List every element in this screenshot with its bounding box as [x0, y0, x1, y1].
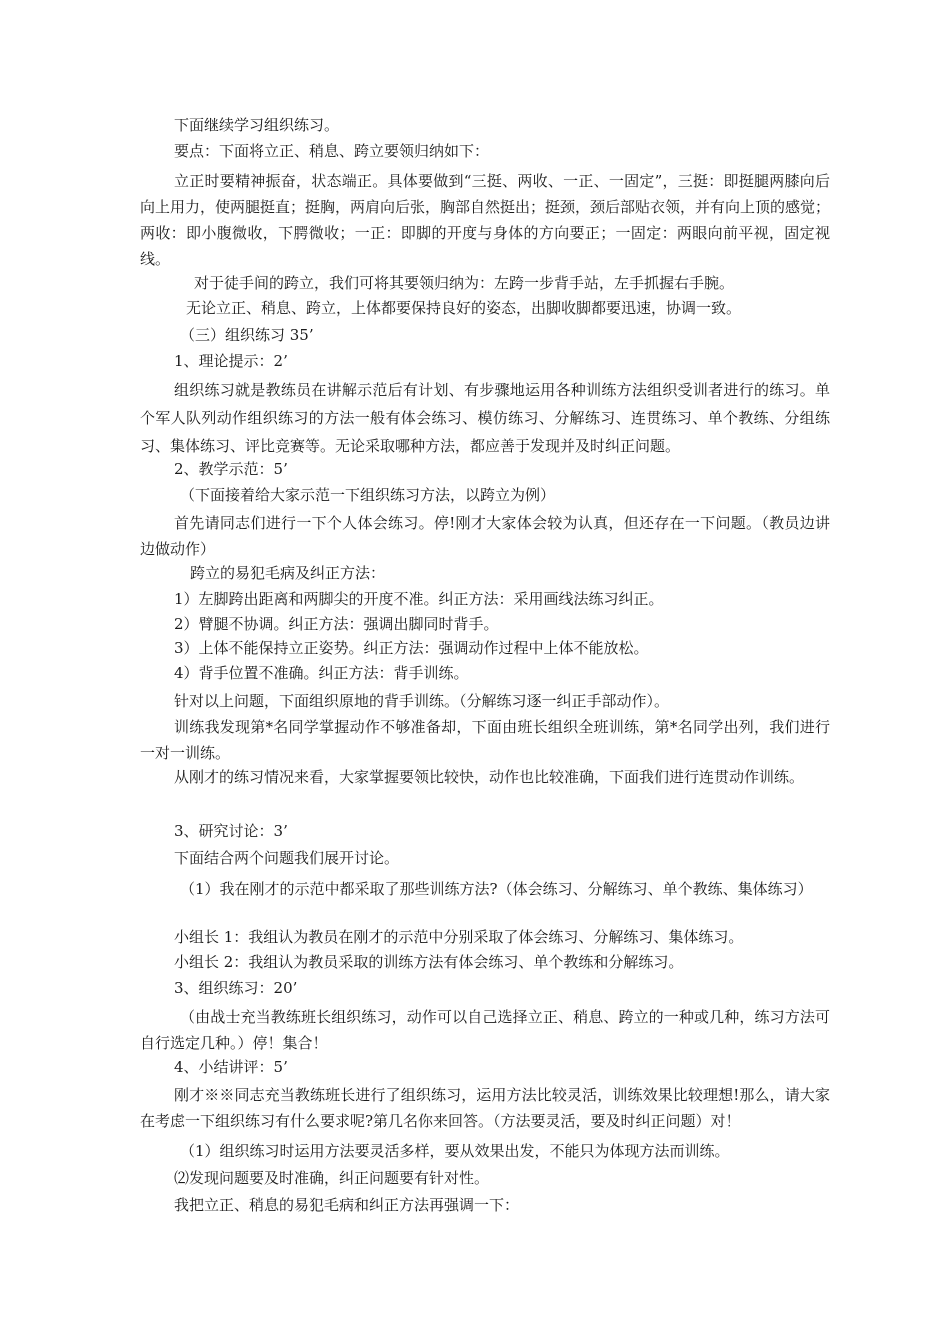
- subheading-summary: 4、小结讲评：5’: [174, 1058, 288, 1076]
- line-requirement-2: ⑵发现问题要及时准确，纠正问题要有针对性。: [174, 1169, 490, 1187]
- paragraph-question-1: （1）我在刚才的示范中都采取了那些训练方法?（体会练习、分解练习、单个教练、集体练习）: [180, 880, 813, 898]
- section-heading-3: （三）组织练习 35’: [180, 326, 314, 344]
- paragraph-theory: 组织练习就是教练员在讲解示范后有计划、有步骤地运用各种训练方法组织受训者进行的练习。单个军人队列动作组织练习的方法一般有体会练习、模仿练习、分解练习、连贯练习、单个教练、分组练习、集体练习、评比竞赛等。无论采取哪种方法，都应善于发现并及时纠正问题。: [140, 381, 830, 455]
- paragraph-summary: 刚才※※同志充当教练班长进行了组织练习，运用方法比较灵活，训练效果比较理想!那么，请大家在考虑一下组织练习有什么要求呢?第几名你来回答。（方法要灵活，要及时纠正问题）对！: [140, 1086, 830, 1130]
- subheading-organize: 3、组织练习：20’: [174, 979, 298, 997]
- line-posture: 无论立正、稍息、跨立，上体都要保持良好的姿态，出脚收脚都要迅速，协调一致。: [186, 299, 742, 317]
- line-parade-rest: 对于徒手间的跨立，我们可将其要领归纳为：左跨一步背手站，左手抓握右手腕。: [194, 274, 735, 292]
- paragraph-one-on-one: 训练我发现第*名同学掌握动作不够准备却，下面由班长组织全班训练，第*名同学出列，我们进行一对一训练。: [140, 718, 830, 762]
- paragraph-standing-at-attention: 立正时要精神振奋，状态端正。具体要做到“三挺、两收、一正、一固定”，三挺：即挺腿两膝向后向上用力，使两腿挺直；挺胸，两肩向后张，胸部自然挺出；挺颈，颈后部贴衣领，并有向上顶的感觉；两收：即小腹微收，下腭微收；一正：即脚的开度与身体的方向要正；一固定：两眼向前平视，固定视线。: [140, 172, 831, 268]
- subheading-discussion: 3、研究讨论：3’: [174, 822, 288, 840]
- line-requirement-1: （1）组织练习时运用方法要灵活多样，要从效果出发，不能只为体现方法而训练。: [180, 1142, 730, 1160]
- paragraph-organize: （由战士充当教练班长组织练习，动作可以自己选择立正、稍息、跨立的一种或几种，练习方法可自行选定几种。）停！集合！: [140, 1008, 830, 1052]
- line-group-leader-1: 小组长 1：我组认为教员在刚才的示范中分别采取了体会练习、分解练习、集体练习。: [174, 928, 744, 946]
- error-item-2: 2）臂腿不协调。纠正方法：强调出脚同时背手。: [174, 615, 499, 633]
- line-closing: 我把立正、稍息的易犯毛病和纠正方法再强调一下：: [174, 1196, 520, 1214]
- error-item-4: 4）背手位置不准确。纠正方法：背手训练。: [174, 664, 469, 682]
- line-2: 要点：下面将立正、稍息、跨立要领归纳如下：: [174, 142, 490, 160]
- line-errors-heading: 跨立的易犯毛病及纠正方法：: [190, 564, 386, 582]
- line-1: 下面继续学习组织练习。: [174, 116, 340, 134]
- paragraph-progress: 从刚才的练习情况来看，大家掌握要领比较快，动作也比较准确，下面我们进行连贯动作训练。: [174, 768, 805, 786]
- line-group-leader-2: 小组长 2：我组认为教员采取的训练方法有体会练习、单个教练和分解练习。: [174, 953, 684, 971]
- line-back-hand-training: 针对以上问题，下面组织原地的背手训练。（分解练习逐一纠正手部动作）。: [174, 692, 670, 710]
- error-item-3: 3）上体不能保持立正姿势。纠正方法：强调动作过程中上体不能放松。: [174, 639, 649, 657]
- line-demo-intro: （下面接着给大家示范一下组织练习方法，以跨立为例）: [180, 486, 556, 504]
- paragraph-demo: 首先请同志们进行一下个人体会练习。停!刚才大家体会较为认真，但还存在一下问题。（教员边讲边做动作）: [140, 514, 830, 558]
- line-discussion-intro: 下面结合两个问题我们展开讨论。: [174, 849, 400, 867]
- subheading-demo: 2、教学示范：5’: [174, 460, 288, 478]
- error-item-1: 1）左脚跨出距离和两脚尖的开度不准。纠正方法：采用画线法练习纠正。: [174, 590, 664, 608]
- subheading-theory: 1、理论提示：2’: [174, 352, 288, 370]
